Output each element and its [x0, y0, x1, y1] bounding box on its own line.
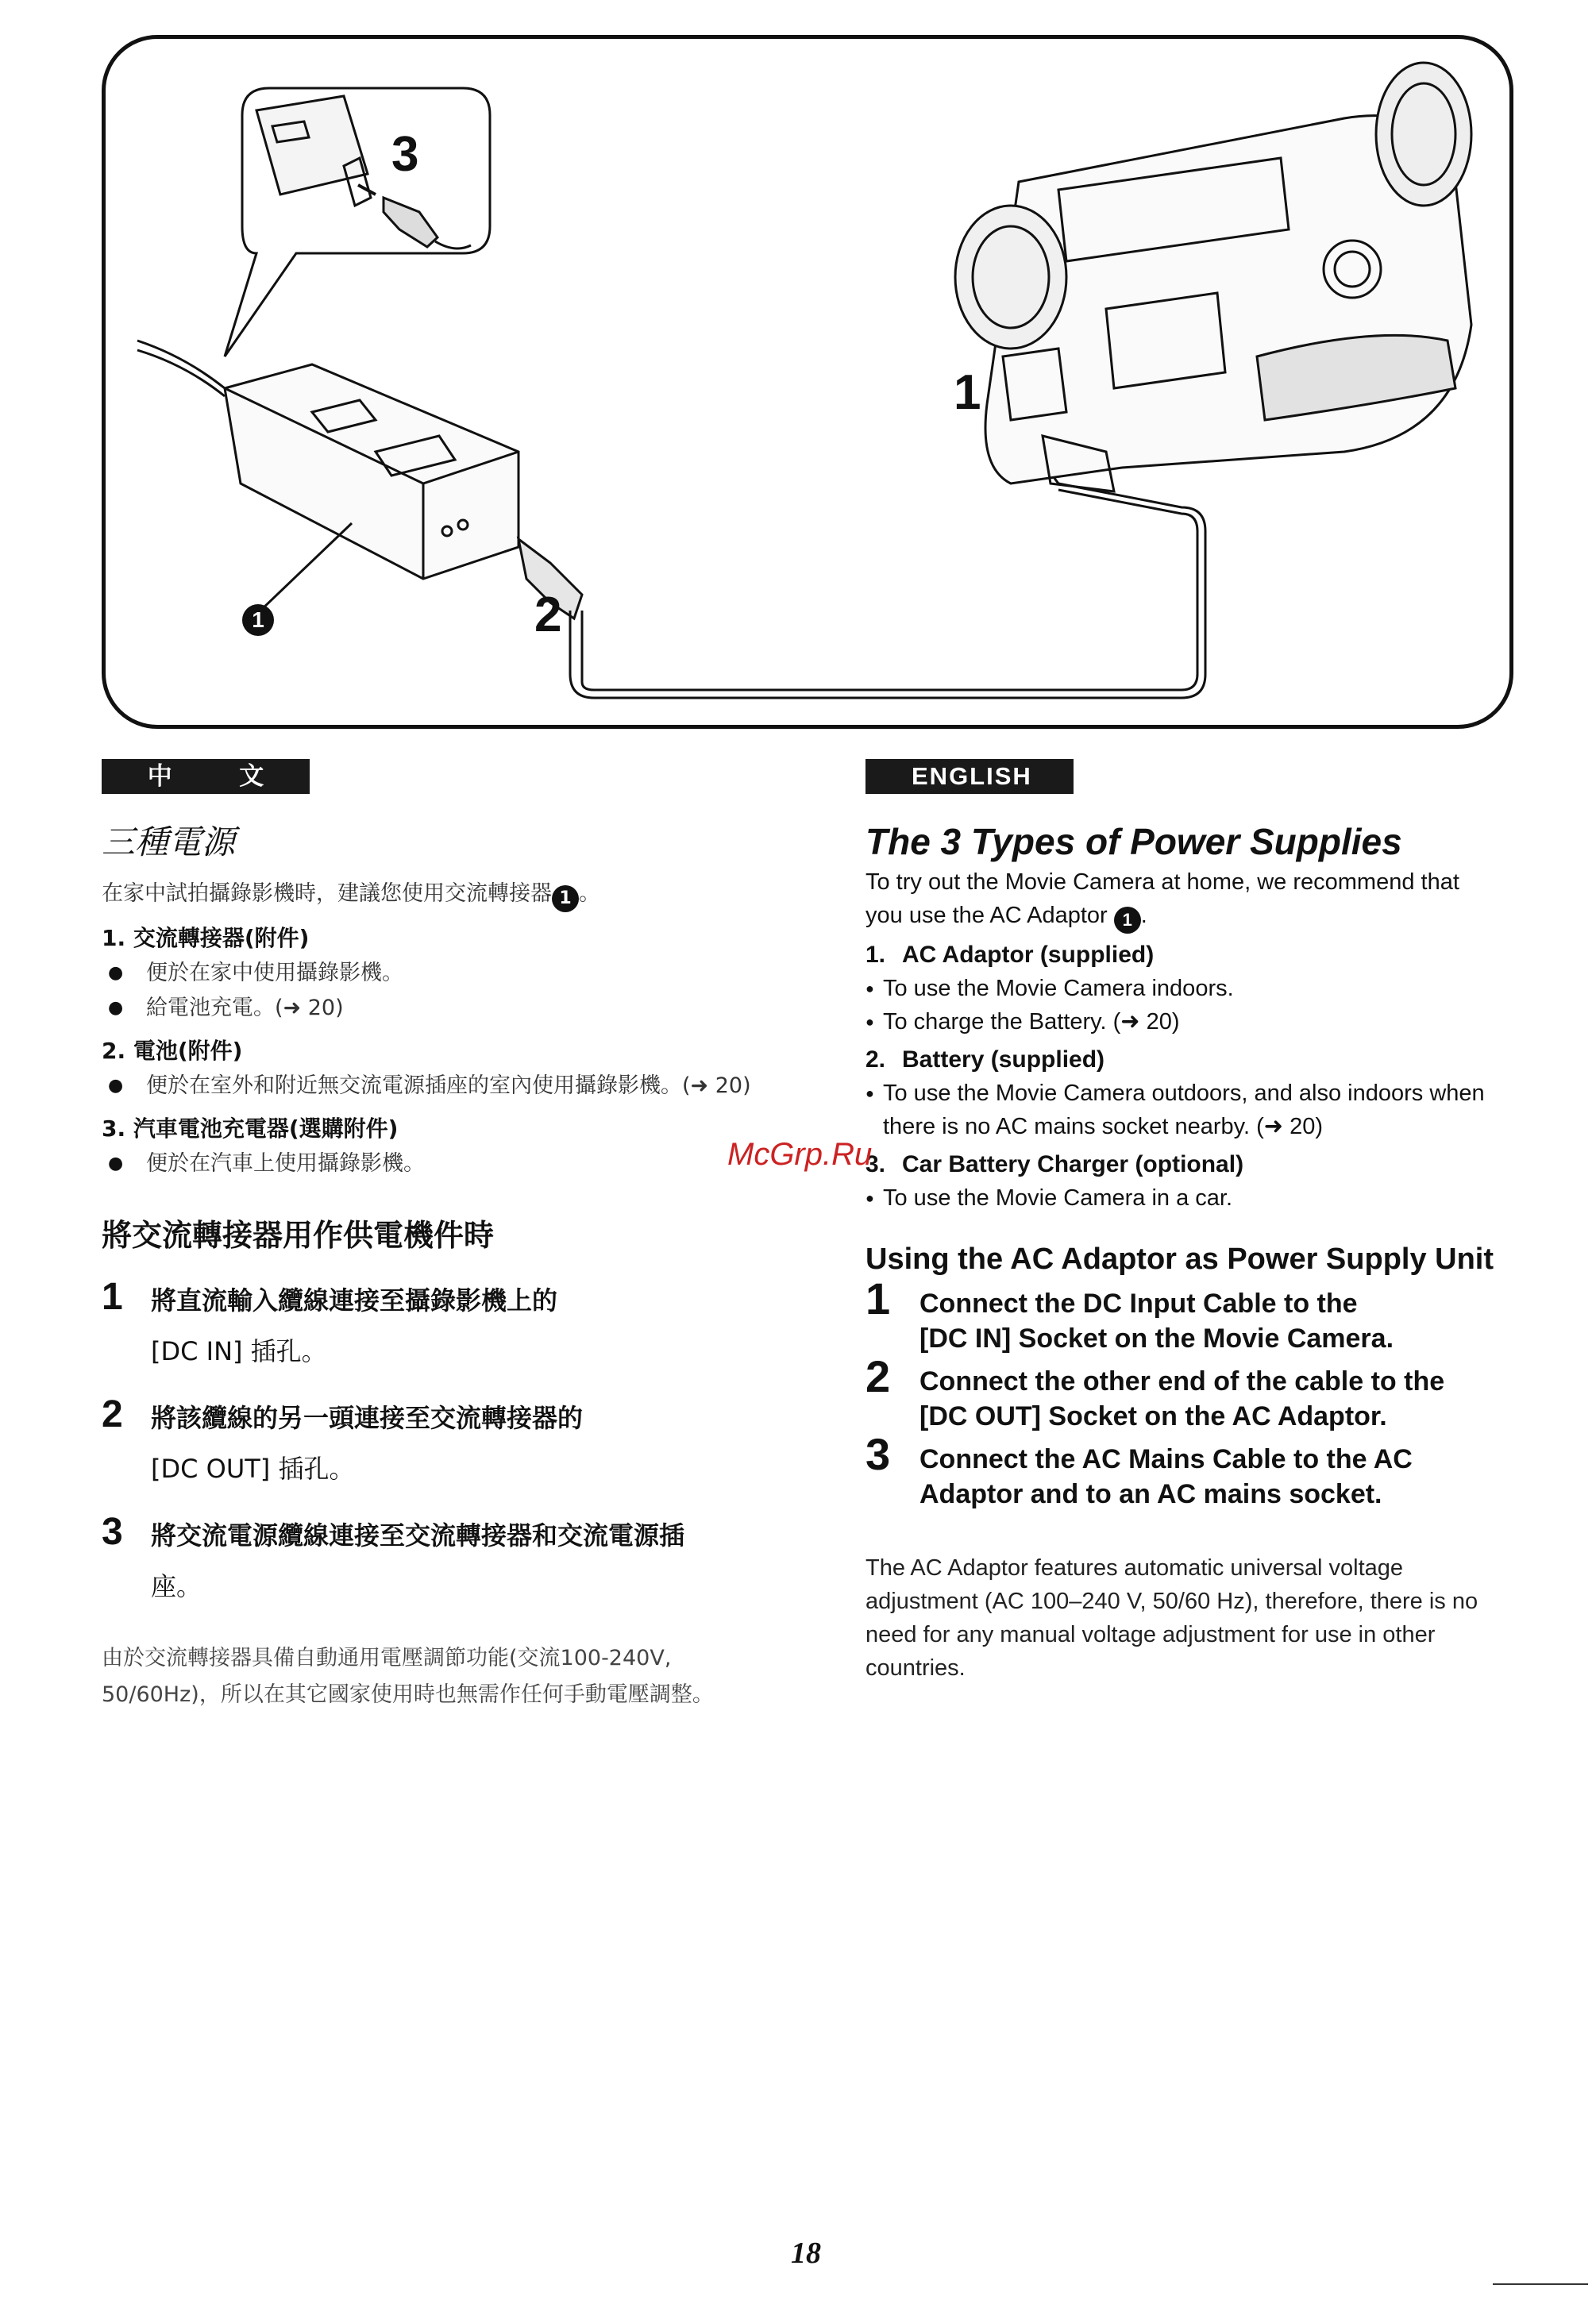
step-line: Connect the AC Mains Cable to the AC: [919, 1444, 1413, 1474]
power-connection-illustration: [102, 35, 1513, 729]
callout-2: 2: [534, 588, 562, 642]
english-bullet: ● To use the Movie Camera in a car.: [865, 1181, 1501, 1215]
step-line: [DC IN] Socket on the Movie Camera.: [919, 1323, 1394, 1354]
english-bullet: ● To use the Movie Camera indoors.: [865, 972, 1501, 1005]
english-intro-end: .: [1140, 903, 1147, 928]
english-step: [865, 1429, 1501, 1512]
english-item-heading: [865, 1148, 1501, 1181]
english-item-heading: [865, 1043, 1501, 1077]
english-column: [865, 818, 1501, 1685]
item-number: 1.: [865, 942, 886, 968]
step-number: 1: [865, 1273, 891, 1323]
item-number: 2.: [865, 1046, 886, 1073]
step-line: Adaptor and to an AC mains socket.: [919, 1479, 1382, 1509]
english-bullet: ● To charge the Battery. (➜ 20): [865, 1005, 1501, 1038]
chinese-item-heading: 1. 交流轉接器(附件): [102, 925, 310, 951]
step-line: 座。: [151, 1571, 202, 1601]
step-line: [DC OUT] 插孔。: [151, 1454, 355, 1484]
chinese-bullet: ● 便於在汽車上使用攝錄影機。: [102, 1146, 753, 1181]
chinese-item-heading: 3. 汽車電池充電器(選購附件): [102, 1115, 399, 1142]
step-line: 將交流電源纜線連接至交流轉接器和交流電源插: [151, 1520, 685, 1551]
step-line: [DC OUT] Socket on the AC Adaptor.: [919, 1401, 1387, 1431]
circled-label-1: 1: [242, 604, 274, 636]
callout-3: 3: [391, 127, 419, 182]
chinese-step: [102, 1393, 753, 1494]
chinese-note: 由於交流轉接器具備自動通用電壓調節功能(交流100-240V, 50/60Hz)，所以在其它國家使用時也無需作任何手動電壓調整。: [102, 1646, 714, 1707]
english-note: The AC Adaptor features automatic universal voltage adjustment (AC 100–240 V, 50/60 Hz), therefore, there is no need for any manual voltage adjustment for use in other countries.: [865, 1555, 1478, 1681]
chinese-step: [102, 1275, 753, 1377]
english-title: The 3 Types of Power Supplies: [865, 821, 1402, 862]
chinese-bullet: ● 給電池充電。(➜ 20): [102, 991, 753, 1026]
item-heading-text: AC Adaptor (supplied): [902, 942, 1155, 968]
illustration-drawing: [106, 39, 1513, 729]
step-line: Connect the other end of the cable to the: [919, 1366, 1445, 1397]
chinese-section-tab: 中 文: [102, 759, 310, 794]
english-step: [865, 1273, 1501, 1356]
english-intro-text: To try out the Movie Camera at home, we recommend that you use the AC Adaptor: [865, 869, 1459, 928]
callout-1: 1: [954, 365, 981, 420]
english-intro: [865, 865, 1501, 934]
english-section-tab: ENGLISH: [865, 759, 1074, 794]
english-subheading: Using the AC Adaptor as Power Supply Unit: [865, 1243, 1494, 1276]
chinese-title: 三種電源: [102, 823, 236, 861]
chinese-column: [102, 818, 753, 1713]
circled-1-icon: 1: [552, 885, 579, 912]
step-number: 3: [102, 1511, 123, 1553]
english-item-heading: [865, 938, 1501, 972]
chinese-bullet: ● 便於在家中使用攝錄影機。: [102, 956, 753, 991]
step-line: 將直流輸入纜線連接至攝錄影機上的: [151, 1285, 558, 1316]
chinese-bullet: ● 便於在室外和附近無交流電源插座的室內使用攝錄影機。(➜ 20): [102, 1069, 753, 1104]
step-number: 2: [102, 1393, 123, 1435]
step-line: 將該纜線的另一頭連接至交流轉接器的: [151, 1403, 584, 1433]
chinese-item-heading: 2. 電池(附件): [102, 1038, 243, 1064]
corner-rule: [1493, 2283, 1588, 2285]
page-number: 18: [791, 2237, 821, 2270]
step-number: 2: [865, 1351, 891, 1401]
item-heading-text: Battery (supplied): [902, 1046, 1105, 1073]
chinese-step: [102, 1510, 753, 1612]
chinese-intro: [102, 875, 753, 913]
english-bullet: ● To use the Movie Camera outdoors, and also indoors when there is no AC mains socket nearby. (➜ 20): [865, 1077, 1501, 1143]
step-number: 1: [102, 1276, 123, 1318]
step-line: [DC IN] 插孔。: [151, 1336, 327, 1366]
item-heading-text: Car Battery Charger (optional): [902, 1151, 1244, 1177]
chinese-intro-text: 在家中試拍攝錄影機時，建議您使用交流轉接器: [102, 881, 552, 906]
item-number: 3.: [865, 1151, 886, 1177]
step-line: Connect the DC Input Cable to the: [919, 1289, 1358, 1319]
watermark: McGrp.Ru: [727, 1137, 873, 1172]
circled-1-icon: 1: [1114, 907, 1141, 934]
chinese-intro-end: 。: [579, 881, 600, 906]
english-step: [865, 1351, 1501, 1434]
step-number: 3: [865, 1429, 891, 1479]
chinese-subheading: 將交流轉接器用作供電機件時: [102, 1218, 495, 1253]
